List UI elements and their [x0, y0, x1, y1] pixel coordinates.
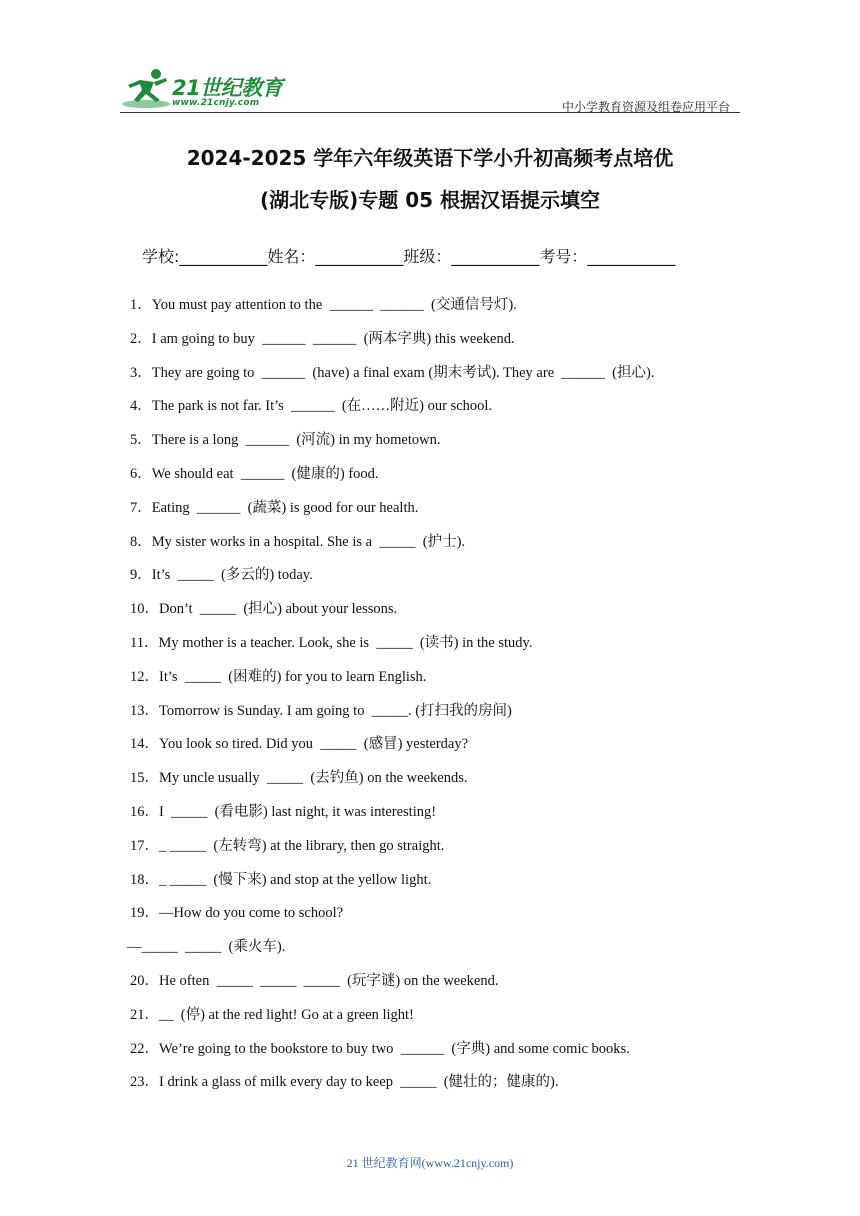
question-item: 2．I am going to buy ______ ______ (两本字典) this weekend. — [130, 330, 515, 347]
header-tagline: 中小学教育资源及组卷应用平台 — [561, 100, 730, 114]
document-title-line2: (湖北专版)专题 05 根据汉语提示填空 — [259, 188, 601, 212]
question-item: 5．There is a long ______ (河流) in my hometown. — [130, 432, 441, 449]
header-divider — [120, 112, 740, 113]
question-item: 20．He often _____ _____ _____ (玩字谜) on the weekend. — [130, 972, 499, 989]
question-item: 9．It’s _____ (多云的) today. — [130, 567, 313, 584]
runner-logo-icon — [120, 66, 176, 112]
document-title-line1: 2024-2025 学年六年级英语下学小升初高频考点培优 — [186, 146, 674, 170]
question-item: 11．My mother is a teacher. Look, she is _____ (读书) in the study. — [130, 634, 533, 651]
question-item: 6．We should eat ______ (健康的) food. — [130, 465, 379, 482]
logo-url: www.21cnjy.com — [172, 98, 260, 108]
question-item: 23．I drink a glass of milk every day to keep _____ (健壮的；健康的). — [130, 1074, 559, 1091]
question-list — [127, 295, 750, 1106]
student-info-line: 学校:___________姓名：___________班级：___________考号：___________ — [142, 247, 676, 266]
question-item: 18．_ _____ (慢下来) and stop at the yellow light. — [130, 871, 432, 888]
question-item: 22．We’re going to the bookstore to buy two ______ (字典) and some comic books. — [130, 1040, 630, 1057]
question-item: 16．I _____ (看电影) last night, it was interesting! — [130, 803, 437, 820]
page-header — [120, 66, 740, 116]
question-item: 14．You look so tired. Did you _____ (感冒) yesterday? — [130, 736, 469, 753]
logo-wordmark: 21世纪教育 — [172, 76, 283, 100]
question-item: 21．__ (停) at the red light! Go at a green light! — [130, 1006, 414, 1023]
question-item: 8．My sister works in a hospital. She is a _____ (护士). — [130, 533, 466, 550]
site-logo — [120, 66, 290, 114]
question-item: 4．The park is not far. It’s ______ (在……附近) our school. — [130, 398, 493, 415]
question-item: 15．My uncle usually _____ (去钓鱼) on the weekends. — [130, 770, 468, 787]
question-item: 13．Tomorrow is Sunday. I am going to _____. (打扫我的房间) — [130, 702, 512, 719]
question-item: 17．_ _____ (左转弯) at the library, then go straight. — [130, 837, 445, 854]
question-item: 10．Don’t _____ (担心) about your lessons. — [130, 601, 398, 618]
question-item: 12．It’s _____ (困难的) for you to learn English. — [130, 668, 427, 685]
question-item: 1．You must pay attention to the ______ ______ (交通信号灯). — [130, 297, 517, 313]
question-item: 3．They are going to ______ (have) a final exam (期末考试). They are ______ (担心). — [130, 364, 655, 381]
question-answer-line: —_____ _____ (乘火车). — [127, 939, 286, 956]
page-footer: 21 世纪教育网(www.21cnjy.com) — [346, 1156, 514, 1170]
question-item: 19．—How do you come to school? — [130, 905, 344, 922]
question-item: 7．Eating ______ (蔬菜) is good for our health. — [130, 499, 419, 516]
